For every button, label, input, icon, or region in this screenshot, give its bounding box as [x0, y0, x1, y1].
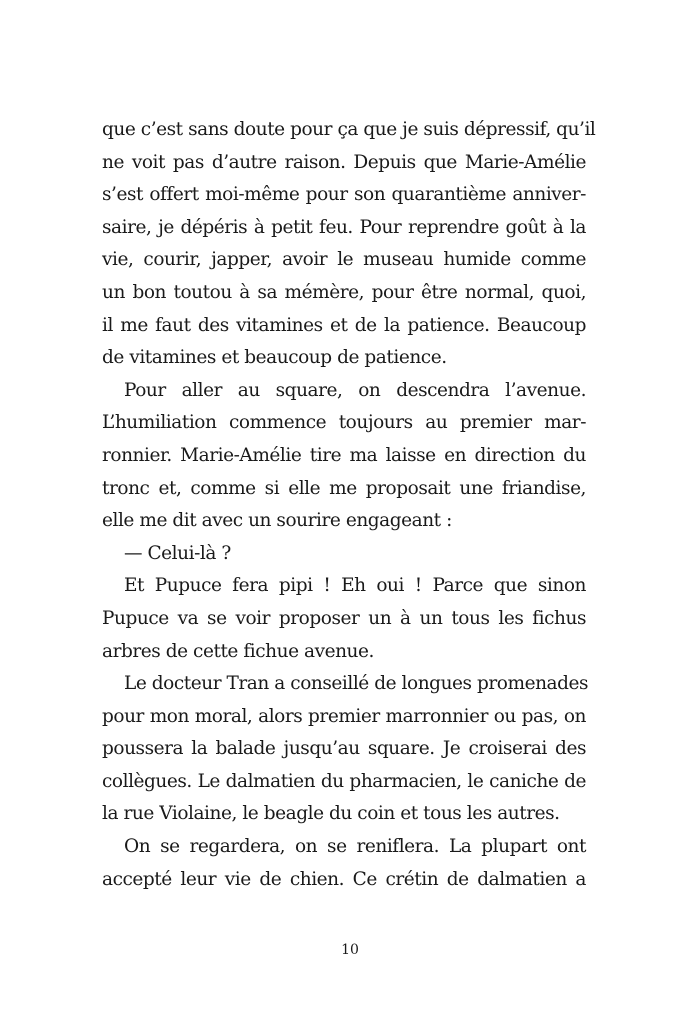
text-line: un bon toutou à sa mémère, pour être normal, quoi, — [102, 281, 586, 303]
text-line: ronnier. Marie-Amélie tire ma laisse en direction du — [102, 444, 586, 466]
text-line: Pupuce va se voir proposer un à un tous les fichus — [102, 607, 586, 629]
text-line: accepté leur vie de chien. Ce crétin de dalmatien a — [102, 868, 586, 890]
text-line: Et Pupuce fera pipi ! Eh oui ! Parce que sinon — [124, 575, 586, 597]
text-line: poussera la balade jusqu’au square. Je croiserai des — [102, 738, 586, 760]
text-line: Le docteur Tran a conseillé de longues promenades — [124, 673, 589, 695]
text-line: On se regardera, on se reniflera. La plupart ont — [124, 836, 586, 858]
text-line: Pour aller au square, on descendra l’avenue. — [124, 379, 586, 401]
text-line: — Celui-là ? — [124, 542, 231, 564]
text-line: tronc et, comme si elle me proposait une friandise, — [102, 477, 586, 499]
text-line: pour mon moral, alors premier marronnier ou pas, on — [102, 705, 586, 727]
text-line: que c’est sans doute pour ça que je suis dépressif, qu’il — [102, 119, 596, 140]
page-number: 10 — [341, 942, 359, 958]
text-line: saire, je dépéris à petit feu. Pour reprendre goût à la — [102, 216, 586, 238]
text-line: s’est offert moi-même pour son quarantième anniver- — [102, 184, 586, 206]
text-line: vie, courir, japper, avoir le museau humide comme — [102, 249, 586, 271]
text-line: il me faut des vitamines et de la patience. Beaucoup — [102, 314, 586, 336]
text-line: collègues. Le dalmatien du pharmacien, le caniche de — [102, 770, 586, 792]
text-line: elle me dit avec un sourire engageant : — [102, 510, 452, 532]
text-line: de vitamines et beaucoup de patience. — [102, 347, 447, 369]
text-line: L’humiliation commence toujours au premier mar- — [102, 412, 586, 434]
text-line: ne voit pas d’autre raison. Depuis que Marie-Amélie — [102, 151, 586, 173]
body-text — [102, 114, 596, 896]
text-line: la rue Violaine, le beagle du coin et tous les autres. — [102, 803, 560, 825]
text-line: arbres de cette fichue avenue. — [102, 640, 374, 662]
